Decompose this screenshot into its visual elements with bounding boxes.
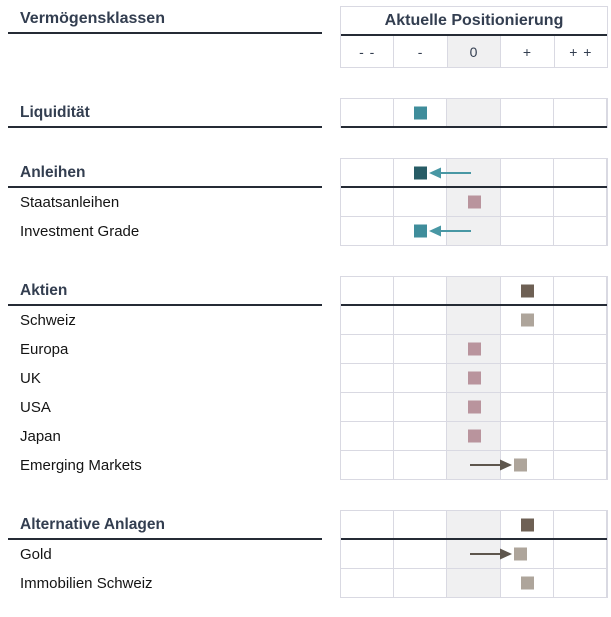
position-cell: [341, 393, 394, 421]
position-cell: [394, 422, 447, 450]
position-cell: [341, 188, 394, 216]
position-cell: [501, 422, 554, 450]
section-alternative-anlagen: [8, 510, 611, 598]
row-label: UK: [20, 370, 41, 387]
scale-cell-plus: +: [501, 36, 554, 67]
position-cell: [501, 188, 554, 216]
section-position-row: [341, 511, 607, 540]
position-cell: [554, 277, 607, 304]
position-cell: [501, 335, 554, 363]
position-cell: [394, 540, 447, 568]
position-marker: [521, 577, 534, 590]
position-cell: [554, 422, 607, 450]
position-cell: [341, 364, 394, 392]
position-marker: [521, 284, 534, 297]
trend-arrow-left-icon: [429, 225, 471, 237]
position-marker: [521, 314, 534, 327]
position-cell: [447, 569, 500, 597]
section-title: Anleihen: [8, 159, 322, 188]
table-header: [8, 6, 611, 68]
position-grid: [340, 276, 608, 480]
position-cell: [447, 511, 500, 538]
row-label: Schweiz: [20, 312, 76, 329]
position-cell: [394, 335, 447, 363]
section-position-row: [341, 99, 607, 128]
position-cell: [447, 306, 500, 334]
position-marker: [468, 196, 481, 209]
position-grid: [340, 98, 608, 128]
position-marker: [514, 459, 527, 472]
position-cell: [341, 540, 394, 568]
section-title: Liquidität: [8, 99, 322, 128]
position-marker: [514, 548, 527, 561]
position-cell: [341, 511, 394, 538]
position-cell: [341, 277, 394, 304]
position-cell: [394, 393, 447, 421]
position-cell: [554, 159, 607, 186]
position-cell: [554, 511, 607, 538]
position-cell: [341, 422, 394, 450]
row-label: Emerging Markets: [20, 457, 142, 474]
position-row: [341, 364, 607, 393]
scale-cell-double-plus: + +: [569, 43, 593, 60]
position-cell: [394, 277, 447, 304]
row-label: Europa: [20, 341, 69, 358]
asset-classes-header: Vermögensklassen: [8, 6, 322, 34]
row-label: Immobilien Schweiz: [20, 575, 153, 592]
position-row: [341, 393, 607, 422]
scale-cell-minus: -: [394, 36, 447, 67]
row-label: Staatsanleihen: [20, 194, 120, 211]
position-cell: [554, 540, 607, 568]
position-grid: [340, 510, 608, 598]
position-cell: [501, 159, 554, 186]
position-grid: [340, 158, 608, 246]
position-cell: [447, 277, 500, 304]
position-row: [341, 188, 607, 217]
position-cell: [554, 569, 607, 597]
position-cell: [394, 569, 447, 597]
position-row: [341, 335, 607, 364]
section-title: Alternative Anlagen: [8, 511, 322, 540]
position-cell: [341, 451, 394, 479]
positioning-header-box: [340, 6, 608, 68]
position-cell: [394, 306, 447, 334]
trend-arrow-left-icon: [429, 167, 471, 179]
position-cell: [394, 364, 447, 392]
scale-row: [341, 36, 607, 67]
position-row: [341, 569, 607, 598]
position-row: [341, 451, 607, 480]
position-marker: [414, 106, 427, 119]
position-row: [341, 540, 607, 569]
position-row: [341, 306, 607, 335]
position-cell: [341, 159, 394, 186]
position-cell: [501, 217, 554, 245]
position-cell: [554, 217, 607, 245]
scale-cell-double-minus: - -: [341, 36, 394, 67]
position-marker: [468, 372, 481, 385]
row-label: Investment Grade: [20, 223, 140, 240]
position-cell: [554, 306, 607, 334]
position-marker: [414, 166, 427, 179]
position-cell: [394, 451, 447, 479]
section-liquiditaet: [8, 98, 611, 128]
position-cell: [501, 393, 554, 421]
position-cell: [341, 335, 394, 363]
section-labels: [8, 277, 322, 480]
position-cell: [341, 306, 394, 334]
position-cell: [447, 99, 500, 126]
position-cell: [554, 99, 607, 126]
position-cell: [554, 188, 607, 216]
section-position-row: [341, 277, 607, 306]
section-title: Aktien: [8, 277, 322, 306]
position-row: [341, 217, 607, 246]
position-cell: [554, 451, 607, 479]
position-cell: [501, 364, 554, 392]
section-labels: [8, 159, 322, 246]
position-cell: [341, 569, 394, 597]
section-position-row: [341, 159, 607, 188]
position-cell: [501, 99, 554, 126]
position-cell: [341, 217, 394, 245]
position-marker: [468, 430, 481, 443]
position-cell: [554, 335, 607, 363]
trend-arrow-right-icon: [470, 548, 512, 560]
position-cell: [554, 393, 607, 421]
scale-cell-neutral: 0: [448, 36, 501, 67]
position-row: [341, 422, 607, 451]
section-labels: [8, 99, 322, 128]
position-cell: [394, 188, 447, 216]
positioning-header-title: Aktuelle Positionierung: [341, 7, 607, 36]
position-cell: [394, 511, 447, 538]
position-cell: [554, 364, 607, 392]
row-label: Japan: [20, 428, 61, 445]
section-labels: [8, 511, 322, 598]
sections-container: [0, 98, 611, 598]
position-marker: [521, 518, 534, 531]
position-cell: [341, 99, 394, 126]
position-marker: [414, 225, 427, 238]
trend-arrow-right-icon: [470, 459, 512, 471]
row-label: USA: [20, 399, 51, 416]
position-marker: [468, 401, 481, 414]
section-anleihen: [8, 158, 611, 246]
section-aktien: [8, 276, 611, 480]
row-label: Gold: [20, 546, 52, 563]
position-marker: [468, 343, 481, 356]
